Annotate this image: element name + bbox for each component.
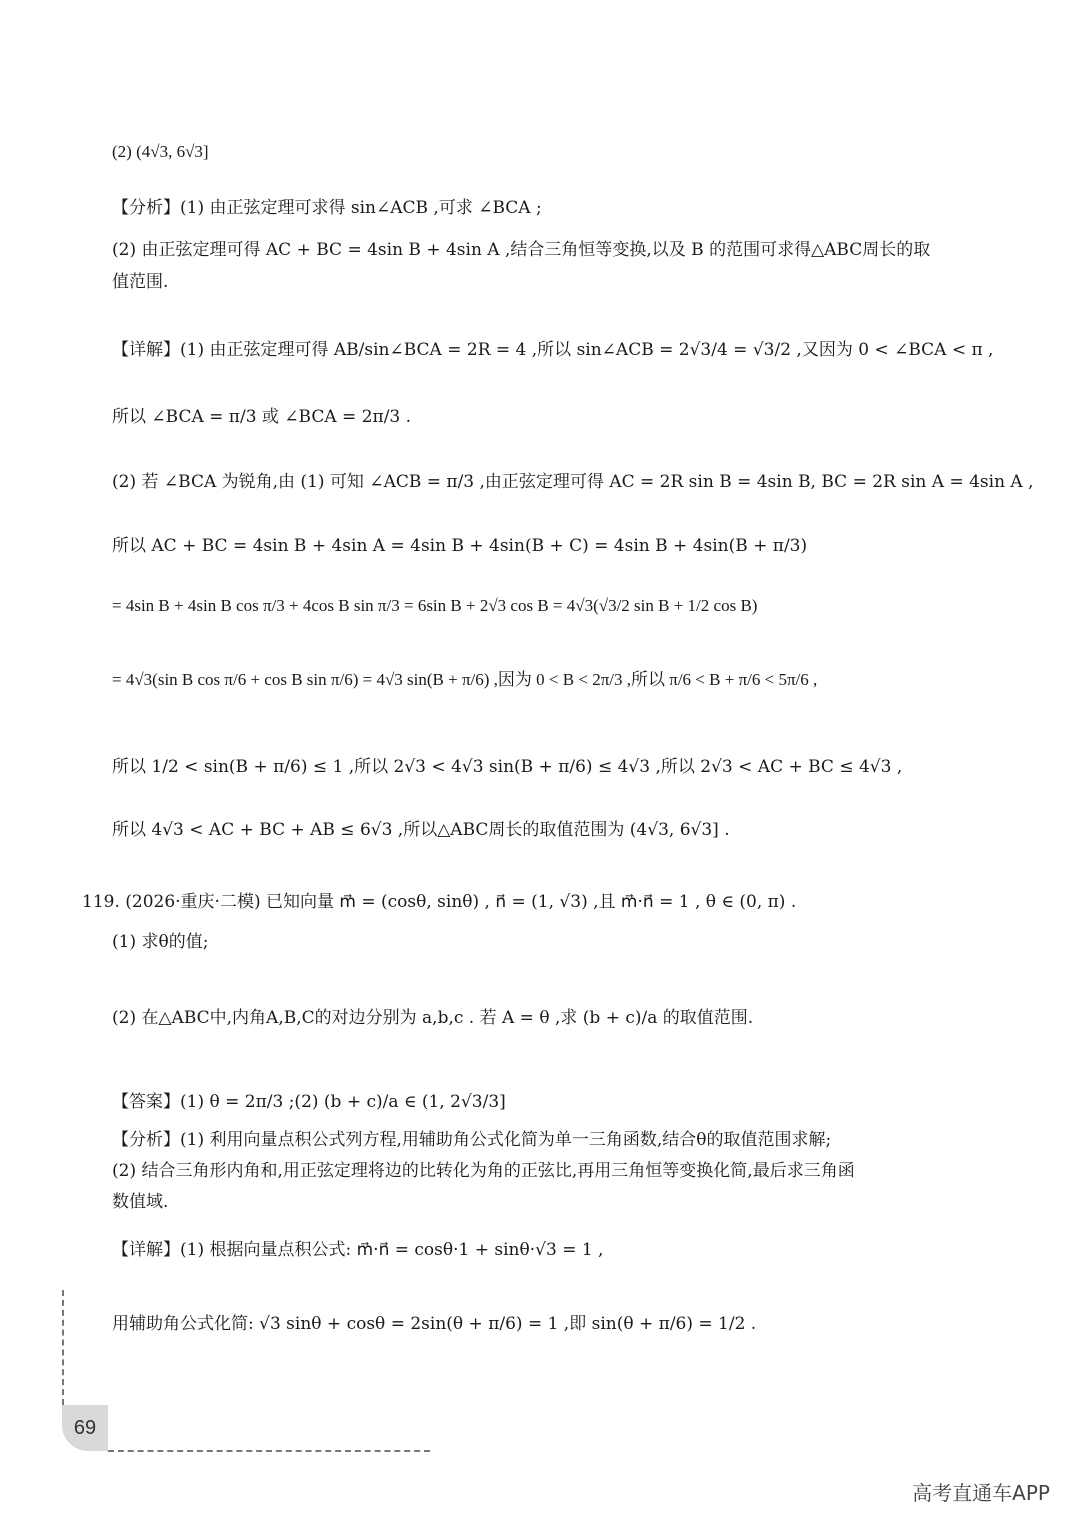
detail-line-3: (2) 若 ∠BCA 为锐角,由 (1) 可知 ∠ACB = π/3 ,由正弦定理可得 AC = 2R sin B = 4sin B, BC = 2R sin A = 4sin A , xyxy=(112,472,1034,492)
analysis-119-line-3: 数值域. xyxy=(112,1192,169,1212)
detail-line-6: = 4√3(sin B cos π/6 + cos B sin π/6) = 4√3 sin(B + π/6) ,因为 0 < B < 2π/3 ,所以 π/6 < B + π/6 < 5π/6 , xyxy=(112,670,818,689)
answer-119: 【答案】(1) θ = 2π/3 ;(2) (b + c)/a ∈ (1, 2√3/3] xyxy=(112,1092,506,1112)
detail-line-5: = 4sin B + 4sin B cos π/3 + 4cos B sin π/3 = 6sin B + 2√3 cos B = 4√3(√3/2 sin B + 1/2 cos B) xyxy=(112,596,758,615)
detail-line-7: 所以 1/2 < sin(B + π/6) ≤ 1 ,所以 2√3 < 4√3 sin(B + π/6) ≤ 4√3 ,所以 2√3 < AC + BC ≤ 4√3 , xyxy=(112,757,903,777)
dashed-border-vertical xyxy=(62,1290,64,1405)
detail-line-4: 所以 AC + BC = 4sin B + 4sin A = 4sin B + 4sin(B + C) = 4sin B + 4sin(B + π/3) xyxy=(112,536,808,556)
detail-line-2: 所以 ∠BCA = π/3 或 ∠BCA = 2π/3 . xyxy=(112,407,412,427)
analysis-line-3: 值范围. xyxy=(112,272,169,292)
analysis-119-line-2: (2) 结合三角形内角和,用正弦定理将边的比转化为角的正弦比,再用三角恒等变换化简,最后求三角函 xyxy=(112,1161,855,1181)
analysis-line-2: (2) 由正弦定理可得 AC + BC = 4sin B + 4sin A ,结合三角恒等变换,以及 B 的范围可求得△ABC周长的取 xyxy=(112,240,931,260)
detail-119-line-1: 【详解】(1) 根据向量点积公式: m⃗·n⃗ = cosθ·1 + sinθ·√3 = 1 , xyxy=(112,1240,604,1260)
detail-119-line-2: 用辅助角公式化简: √3 sinθ + cosθ = 2sin(θ + π/6) = 1 ,即 sin(θ + π/6) = 1/2 . xyxy=(112,1314,757,1334)
page-number: 69 xyxy=(62,1405,108,1451)
dashed-border-horizontal xyxy=(108,1450,430,1452)
analysis-119-line-1: 【分析】(1) 利用向量点积公式列方程,用辅助角公式化简为单一三角函数,结合θ的取值范围求解; xyxy=(112,1130,832,1150)
detail-line-8: 所以 4√3 < AC + BC + AB ≤ 6√3 ,所以△ABC周长的取值范围为 (4√3, 6√3] . xyxy=(112,820,730,840)
question-part-2: (2) 在△ABC中,内角A,B,C的对边分别为 a,b,c . 若 A = θ ,求 (b + c)/a 的取值范围. xyxy=(112,1008,754,1028)
answer-line-2: (2) (4√3, 6√3] xyxy=(112,142,209,161)
detail-line-1: 【详解】(1) 由正弦定理可得 AB/sin∠BCA = 2R = 4 ,所以 sin∠ACB = 2√3/4 = √3/2 ,又因为 0 < ∠BCA < π , xyxy=(112,340,994,360)
watermark: 高考直通车APP xyxy=(912,1481,1050,1505)
question-119: 119. (2026·重庆·二模) 已知向量 m⃗ = (cosθ, sinθ) , n⃗ = (1, √3) ,且 m⃗·n⃗ = 1 , θ ∈ (0, π) . xyxy=(82,892,797,912)
question-part-1: (1) 求θ的值; xyxy=(112,932,209,952)
analysis-line-1: 【分析】(1) 由正弦定理可求得 sin∠ACB ,可求 ∠BCA ; xyxy=(112,198,542,218)
